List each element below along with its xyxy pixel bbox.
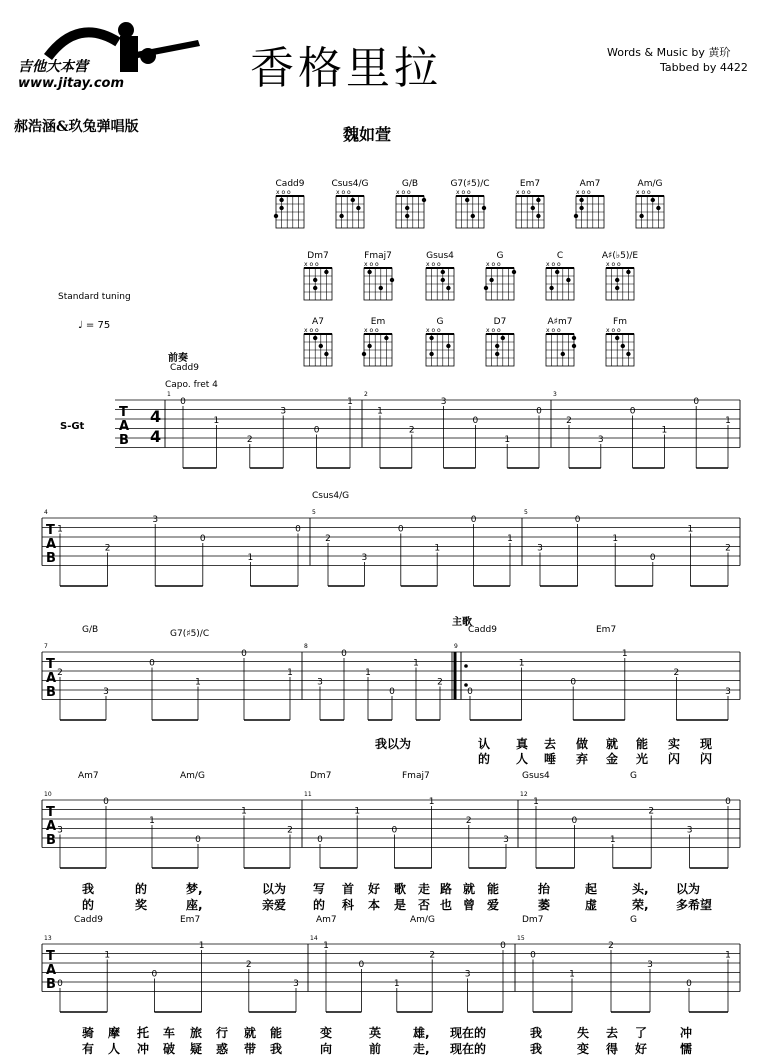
lyric-word: 以为 [262,882,287,896]
lyric-word: 疑 [190,1042,203,1056]
chord-open-marks: x o o [396,189,411,196]
chord-label: Gsus4 [522,771,550,781]
fret-number: 0 [103,797,109,807]
measure-number: 11 [304,791,312,798]
lyric-word: 本 [368,898,381,912]
fret-number: 1 [725,416,731,426]
lyric-word: 走, [413,1042,430,1056]
measure-number: 10 [44,791,52,798]
lyric-word: 虚 [585,898,598,912]
chord-name: Gsus4 [426,251,454,261]
lyric-word: 爱 [487,898,500,912]
lyric-word: 得 [606,1042,619,1056]
measure-number: 5 [312,509,316,516]
fret-number: 1 [347,397,353,407]
tab-clef: B [46,833,56,848]
tab-clef: B [46,977,56,992]
tab-clef: B [46,551,56,566]
fret-number: 0 [536,406,542,417]
fret-number: 1 [149,816,155,826]
lyric-word: 走 [418,882,431,896]
measure-number: 13 [44,935,52,942]
chord-label: Cadd9 [468,625,497,635]
fret-number: 1 [434,543,441,554]
chord-open-marks: x o o [636,189,651,196]
lyric-word: 能 [270,1026,283,1040]
fret-number: 0 [358,960,365,970]
lyric-word: 就 [606,737,619,751]
time-signature: 4 [150,407,162,426]
chord-name: Am/G [637,179,663,189]
tab-clef: A [46,537,57,552]
tempo-value: = 75 [85,320,111,331]
page-title: 香格里拉 [250,43,442,94]
lyric-word: 了 [635,1026,648,1040]
fret-number: 0 [151,969,158,980]
fret-number: 0 [241,649,247,659]
tuning-label: Standard tuning [58,292,131,302]
lyric-word: 是 [394,898,407,912]
tab-clef: A [46,963,57,978]
measure-number: 1 [167,391,171,398]
section-intro: 前奏 [168,353,188,364]
lyric-word: 头, [632,882,649,896]
lyric-word: 首 [342,882,355,896]
lyric-word: 萎 [538,898,551,912]
chord-label: Cadd9 [74,915,103,925]
fret-number: 1 [428,797,435,807]
fret-number: 0 [693,397,700,407]
chord-name: Am7 [579,179,601,189]
chord-open-marks: x o o [486,327,501,334]
fret-number: 1 [413,658,419,669]
lyric-word: 的 [478,752,491,766]
lyric-word: 人 [516,752,529,766]
fret-number: 3 [725,687,731,697]
lyric-word: 亲爱 [262,898,287,912]
fret-number: 0 [686,979,692,989]
tab-clef: A [46,671,57,686]
note-icon: ♩ [78,320,83,331]
lyric-word: 写 [313,882,326,896]
fret-number: 0 [472,416,479,426]
fret-number: 2 [437,677,443,688]
tab-clef: A [46,819,57,834]
chord-name: D7 [493,317,507,327]
chord-open-marks: x o o [606,327,621,334]
lyric-word: 也 [440,898,453,912]
fret-number: 2 [725,543,731,554]
fret-number: 1 [533,797,539,807]
chord-label: Am7 [316,915,337,925]
lyric-word: 我 [270,1042,283,1056]
fret-number: 3 [647,960,653,970]
fret-number: 1 [661,425,668,436]
fret-number: 1 [518,658,525,669]
chord-name: Fmaj7 [364,251,392,261]
lyric-word: 闪 [700,752,713,766]
chord-name: G7(♯5)/C [450,179,490,189]
fret-number: 2 [287,825,293,836]
chord-open-marks: x o o [546,327,561,334]
fret-number: 3 [317,677,323,688]
lyric-word: 奖 [135,898,148,912]
lyric-word: 光 [636,752,649,766]
fret-number: 0 [341,649,347,659]
fret-number: 0 [500,941,506,951]
fret-number: 0 [649,553,656,563]
tab-clef: T [46,523,55,538]
chord-name: G [436,317,444,327]
fret-number: 1 [569,969,575,980]
artist: 魏如萱 [343,125,392,144]
page-subtitle: 郝浩涵&玖兔弹唱版 [14,119,139,135]
fret-number: 3 [503,835,509,845]
fret-number: 0 [295,524,301,535]
lyric-word: 我 [82,882,95,896]
fret-number: 1 [365,668,371,678]
chord-open-marks: x o o [456,189,471,196]
fret-number: 0 [570,677,577,688]
measure-number: 15 [517,935,525,942]
chord-label: G [630,915,637,925]
fret-number: 3 [103,687,109,697]
lyric-word: 冲 [137,1042,150,1056]
lyric-word: 歌 [394,882,407,896]
lyric-word: 人 [108,1042,121,1056]
lyric-word: 梦, [186,882,203,896]
fret-number: 3 [464,969,471,980]
fret-number: 1 [104,950,111,961]
fret-number: 3 [537,543,543,554]
fret-number: 1 [621,649,628,659]
fret-number: 1 [377,406,383,417]
fret-number: 3 [597,435,604,445]
fret-number: 1 [393,979,400,989]
fret-number: 3 [361,553,368,563]
fret-number: 1 [213,416,220,426]
chord-name: G [496,251,504,261]
measure-number: 14 [310,935,318,942]
lyric-word: 破 [163,1042,176,1056]
lyric-word: 能 [487,882,500,896]
section-verse: 主歌 [452,617,472,628]
measure-number: 8 [304,643,308,650]
chord-open-marks: x o o [546,261,561,268]
chord-name: Cadd9 [275,179,305,189]
lyric-word: 座, [186,898,203,912]
lyric-word: 车 [163,1026,176,1040]
chord-label: Am/G [180,771,205,781]
lyric-word: 现在的 [450,1042,487,1056]
fret-number: 2 [325,534,331,544]
lyric-word: 的 [135,882,148,896]
chord-name: A♯m7 [547,317,573,327]
fret-number: 2 [245,960,252,970]
chord-name: Em7 [519,179,541,189]
lyric-word: 我 [530,1042,543,1056]
lyric-word: 我 [530,1026,543,1040]
logo-name: 吉他大本营 [18,59,88,75]
tab-clef: A [119,419,130,434]
chord-open-marks: x o o [336,189,351,196]
fret-number: 2 [608,941,614,951]
fret-number: 0 [467,687,473,697]
chord-open-marks: x o o [304,261,319,268]
credits-tab: Tabbed by 4422 [660,61,748,74]
lyric-word: 骑 [82,1026,95,1040]
fret-number: 0 [195,835,201,845]
lyric-word: 认 [478,737,491,751]
tab-clef: B [119,433,129,448]
lyric-word: 闪 [668,752,681,766]
chord-label: Em7 [596,625,617,635]
lyric-word: 多希望 [676,898,713,912]
tab-clef: T [46,805,55,820]
fret-number: 2 [673,668,680,678]
lyric-word: 路 [440,882,453,896]
lyric-word: 托 [137,1026,150,1040]
fret-number: 2 [57,668,63,678]
fret-number: 2 [104,543,111,554]
lyric-word: 的 [313,898,326,912]
fret-number: 0 [397,524,404,535]
chord-open-marks: x o o [276,189,291,196]
fret-number: 2 [648,806,655,817]
fret-number: 0 [199,534,206,544]
fret-number: 0 [530,950,536,961]
lyric-word: 懦 [680,1042,693,1056]
tab-clef: B [46,685,56,700]
chord-label: Fmaj7 [402,771,430,781]
chord-open-marks: x o o [606,261,621,268]
lyric-word: 真 [516,737,529,751]
lyric-word: 唾 [544,752,557,766]
chord-name: C [556,251,564,261]
lyric-word: 弃 [576,752,589,766]
repeat-dot [464,664,468,668]
credits-words: Words & Music by 黄玠 [607,46,731,59]
chord-label: G [630,771,637,781]
chord-label: Am/G [410,915,435,925]
chord-name: A♯(♭5)/E [601,251,639,261]
tab-clef: T [46,657,55,672]
lyric-word: 的 [82,898,95,912]
fret-number: 0 [57,979,63,989]
fret-number: 2 [429,950,436,961]
lyric-word: 金 [606,752,619,766]
lyric-word: 科 [342,898,355,912]
chord-open-marks: x o o [426,327,441,334]
chord-label: Csus4/G [312,491,350,501]
lyric-word: 荣, [632,898,649,912]
lyric-word: 有 [82,1042,95,1056]
lyric-word: 失 [577,1026,590,1040]
measure-number: 3 [553,391,557,398]
fret-number: 1 [725,950,731,961]
chord-label: Cadd9 [170,363,199,373]
instrument-label: S-Gt [60,421,85,432]
fret-number: 0 [574,515,581,525]
lyric-word: 就 [463,882,476,896]
lyric-word: 抬 [538,882,551,896]
measure-number: 4 [44,509,48,516]
fret-number: 2 [566,416,572,426]
fret-number: 1 [507,534,513,544]
measure-number: 12 [520,791,528,798]
fret-number: 2 [465,816,472,826]
fret-number: 0 [470,515,477,525]
lyric-word: 能 [636,737,649,751]
chord-open-marks: x o o [486,261,501,268]
chord-label: G/B [82,625,99,635]
fret-number: 0 [391,825,398,836]
lyric-word: 曾 [463,898,476,912]
chord-label: Dm7 [522,915,544,925]
tab-clef: T [119,405,128,420]
lyric-word: 就 [244,1026,257,1040]
fret-number: 0 [317,835,323,845]
chord-label: G7(♯5)/C [170,629,210,639]
fret-number: 3 [57,825,63,836]
lyric-word: 旅 [190,1026,203,1040]
lyric-word: 实 [668,737,681,751]
lyric-word: 带 [244,1042,257,1056]
lyric-word: 变 [320,1026,333,1040]
fret-number: 3 [152,515,159,525]
lyric-word: 去 [606,1026,619,1040]
lyric-word: 摩 [108,1026,121,1040]
chord-name: A7 [312,317,324,327]
fret-number: 0 [629,406,636,417]
chord-open-marks: x o o [426,261,441,268]
lyric-word: 好 [635,1042,648,1056]
fret-number: 1 [609,835,616,845]
fret-number: 3 [686,825,693,836]
fret-number: 0 [180,397,186,407]
lyric-word: 以为 [676,882,701,896]
capo-label: Capo. fret 4 [165,380,218,390]
fret-number: 0 [571,816,578,826]
measure-number: 7 [44,643,48,650]
fret-number: 0 [313,425,320,436]
lyric-word: 变 [577,1042,590,1056]
fret-number: 1 [57,524,63,535]
measure-number: 5 [524,509,528,516]
chord-open-marks: x o o [576,189,591,196]
lyric-word: 现在的 [450,1026,487,1040]
fret-number: 3 [280,406,287,417]
fret-number: 1 [354,806,361,817]
lyric-word: 好 [368,882,381,896]
lyric-word: 惑 [216,1042,229,1056]
chord-open-marks: x o o [304,327,319,334]
chord-label: Em7 [180,915,201,925]
fret-number: 1 [287,668,293,678]
lyric-word: 我以为 [375,737,412,751]
lyric-word: 做 [576,737,589,751]
fret-number: 1 [247,553,254,563]
measure-number: 2 [364,391,368,398]
fret-number: 1 [241,806,247,817]
fret-number: 1 [687,524,694,535]
chord-label: Dm7 [310,771,332,781]
fret-number: 1 [612,534,619,544]
lyric-word: 前 [369,1042,382,1056]
lyric-word: 冲 [680,1026,693,1040]
chord-name: G/B [401,179,419,189]
chord-name: Dm7 [307,251,329,261]
fret-number: 0 [725,797,731,807]
fret-number: 1 [195,677,201,688]
fret-number: 1 [198,941,205,951]
lyric-word: 现 [700,737,713,751]
lyric-word: 英 [369,1026,382,1040]
fret-number: 1 [504,435,511,445]
fret-number: 3 [440,397,447,407]
fret-number: 2 [246,435,253,445]
fret-number: 1 [323,941,329,951]
fret-number: 2 [408,425,415,436]
chord-name: Em [370,317,386,327]
tab-clef: T [46,949,55,964]
lyric-word: 起 [585,882,598,896]
chord-label: Am7 [78,771,99,781]
lyric-word: 去 [544,737,557,751]
fret-number: 0 [149,658,155,669]
fret-number: 3 [293,979,299,989]
measure-number: 9 [454,643,458,650]
chord-open-marks: x o o [364,327,379,334]
lyric-word: 行 [216,1026,229,1040]
lyric-word: 向 [320,1042,333,1056]
lyric-word: 雄, [413,1026,430,1040]
chord-name: Fm [613,317,627,327]
fret-number: 0 [389,687,395,697]
logo-url: www.jitay.com [18,76,125,91]
chord-open-marks: x o o [516,189,531,196]
time-signature: 4 [150,427,162,446]
chord-name: Csus4/G [331,179,369,189]
lyric-word: 否 [418,898,431,912]
chord-open-marks: x o o [364,261,379,268]
